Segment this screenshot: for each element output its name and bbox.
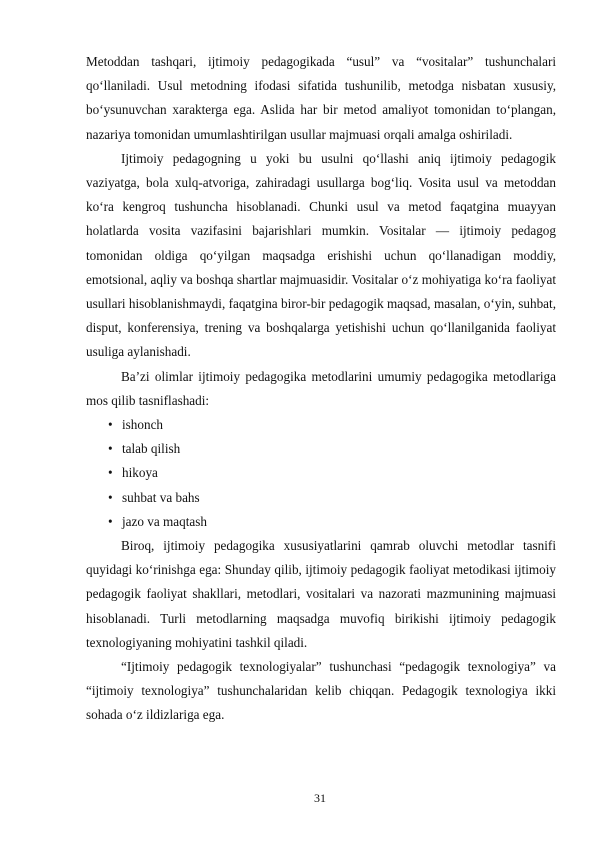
list-item: • jazo va maqtash <box>108 510 556 534</box>
paragraph-3: Ba’zi olimlar ijtimoiy pedagogika metodlarini umumiy pedagogika metodlariga mos qilib tasniflashadi: <box>86 368 556 408</box>
list-item: • talab qilish <box>108 437 556 461</box>
document-page <box>86 50 556 728</box>
page-number: 31 <box>314 791 326 805</box>
paragraph-1: Metoddan tashqari, ijtimoiy pedagogikada “usul” va “vositalar” tushunchalari qo‘llaniladi. Usul metodning ifodasi sifatida tushunilib, metodga nisbatan xususiy, bo‘ysunuvchan xarakterga ega. Aslida har bir metod amaliyot tomonidan to‘plangan, nazariya tomonidan umumlashtirilgan usullar majmuasi orqali amalga oshiriladi. <box>86 54 556 142</box>
paragraph-2: Ijtimoiy pedagogning u yoki bu usulni qo‘llashi aniq ijtimoiy pedagogik vaziyatga, bola xulq-atvoriga, zahiradagi usullarga bog‘liq. Vosita usul va metoddan ko‘ra kengroq tushuncha hisoblanadi. Chunki usul va metod faqatgina muayyan holatlarda vosita vazifasini bajarishlari mumkin. Vositalar — ijtimoiy pedagog tomonidan oldiga qo‘yilgan maqsadga erishishi uchun qo‘llanadigan moddiy, emotsional, aqliy va boshqa shartlar majmuasidir. Vositalar o‘z mohiyatiga ko‘ra faoliyat usullari hisoblanishmaydi, faqatgina biror-bir pedagogik maqsad, masalan, o‘yin, suhbat, disput, konferensiya, trening va boshqalarga yetishishi uchun qo‘llanilganida faoliyat usuliga aylanishadi. <box>86 150 556 360</box>
bullet-icon: • <box>108 513 113 529</box>
paragraph-4: Biroq, ijtimoiy pedagogika xususiyatlarini qamrab oluvchi metodlar tasnifi quyidagi ko‘rinishga ega: Shunday qilib, ijtimoiy pedagogik faoliyat metodikasi ijtimoiy pedagogik faoliyat shakllari, metodlari, vositalari va nazorati mazmunining majmuasi hisoblanadi. Turli metodlarning maqsadga muvofiq birikishi ijtimoiy pedagogik texnologiyaning mohiyatini tashkil qiladi. <box>86 538 556 650</box>
list-item: • ishonch <box>108 413 556 437</box>
paragraph-5: “Ijtimoiy pedagogik texnologiyalar” tushunchasi “pedagogik texnologiya” va “ijtimoiy texnologiya” tushunchalaridan kelib chiqqan. Pedagogik texnologiya ikki sohada o‘z ildizlariga ega. <box>86 659 556 723</box>
bullet-icon: • <box>108 441 113 457</box>
bullet-icon: • <box>108 417 113 433</box>
methods-list <box>86 413 556 534</box>
bullet-icon: • <box>108 489 113 505</box>
list-item: • hikoya <box>108 461 556 485</box>
list-item: • suhbat va bahs <box>108 486 556 510</box>
bullet-icon: • <box>108 465 113 481</box>
